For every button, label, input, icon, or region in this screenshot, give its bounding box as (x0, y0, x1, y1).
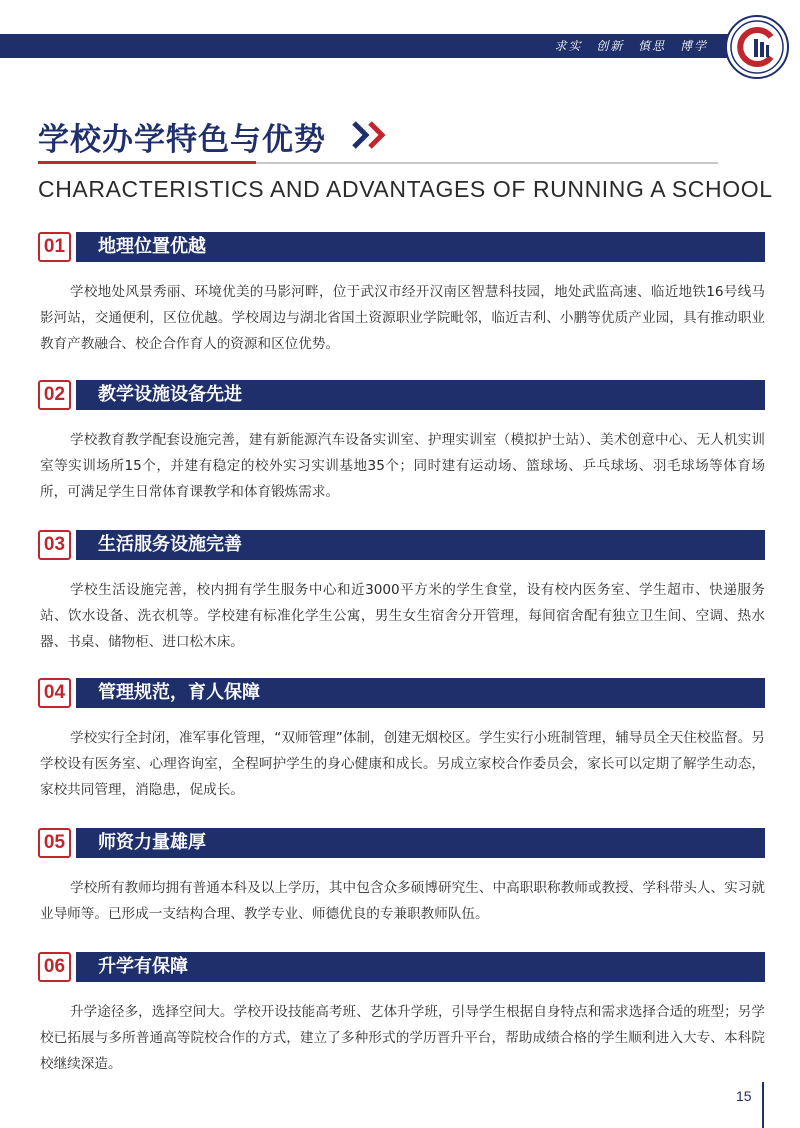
section-title-bar (76, 828, 765, 858)
section-header (38, 380, 765, 410)
section-title: 地理位置优越 (98, 236, 206, 257)
page-number: 15 (736, 1088, 752, 1104)
section-title-bar (76, 232, 765, 262)
section-title: 教学设施设备先进 (98, 384, 242, 405)
section-number: 02 (38, 380, 71, 410)
emblem-graphic-icon (727, 17, 787, 77)
section-header (38, 678, 765, 708)
double-chevron-icon (350, 120, 394, 154)
section-number: 06 (38, 952, 71, 982)
section-title: 师资力量雄厚 (98, 832, 206, 853)
section-title-bar (76, 678, 765, 708)
section-number: 05 (38, 828, 71, 858)
section-title-bar (76, 530, 765, 560)
section-management (38, 678, 765, 803)
section-living-services (38, 530, 765, 655)
section-geographic-location (38, 232, 765, 357)
section-header (38, 952, 765, 982)
section-body: 学校地处风景秀丽、环境优美的马影河畔，位于武汉市经开汉南区智慧科技园，地处武监高速、临近地铁16号线马影河站，交通便利，区位优越。学校周边与湖北省国土资源职业学院毗邻，临近吉利、小鹏等优质产业园，具有推动职业教育产教融合、校企合作育人的资源和区位优势。 (40, 284, 765, 352)
section-number: 04 (38, 678, 71, 708)
section-body: 升学途径多，选择空间大。学校开设技能高考班、艺体升学班，引导学生根据自身特点和需求选择合适的班型；另学校已拓展与多所普通高等院校合作的方式，建立了多种形式的学历晋升平台，帮助成绩合格的学生顺利进入大专、本科院校继续深造。 (40, 1004, 765, 1072)
section-title: 管理规范，育人保障 (98, 682, 260, 703)
school-emblem-logo (725, 15, 789, 79)
section-teaching-staff (38, 828, 765, 927)
page-title: 学校办学特色与优势 (38, 122, 326, 158)
section-body: 学校教育教学配套设施完善，建有新能源汽车设备实训室、护理实训室（模拟护士站）、美术创意中心、无人机实训室等实训场所15个，并建有稳定的校外实习实训基地35个；同时建有运动场、篮球场、乒乓球场、羽毛球场等体育场所，可满足学生日常体育课教学和体育锻炼需求。 (40, 432, 765, 500)
section-title: 升学有保障 (98, 956, 188, 977)
section-number: 03 (38, 530, 71, 560)
title-accent-divider (38, 161, 256, 164)
section-header (38, 232, 765, 262)
section-title: 生活服务设施完善 (98, 534, 242, 555)
page-number-divider (762, 1082, 764, 1128)
section-header (38, 530, 765, 560)
section-title-bar (76, 380, 765, 410)
section-further-education (38, 952, 765, 1077)
section-number: 01 (38, 232, 71, 262)
section-body: 学校实行全封闭，准军事化管理，“双师管理”体制，创建无烟校区。学生实行小班制管理，辅导员全天住校监督。另学校设有医务室、心理咨询室，全程呵护学生的身心健康和成长。另成立家校合作委员会，家长可以定期了解学生动态，家校共同管理，消隐患，促成长。 (40, 730, 765, 798)
section-header (38, 828, 765, 858)
section-title-bar (76, 952, 765, 982)
section-body: 学校所有教师均拥有普通本科及以上学历，其中包含众多硕博研究生、中高职职称教师或教授、学科带头人、实习就业导师等。已形成一支结构合理、教学专业、师德优良的专兼职教师队伍。 (40, 880, 765, 922)
school-motto: 求实 创新 慎思 博学 (554, 39, 708, 53)
page-subtitle: CHARACTERISTICS AND ADVANTAGES OF RUNNING A SCHOOL (38, 176, 773, 202)
section-teaching-facilities (38, 380, 765, 505)
section-body: 学校生活设施完善，校内拥有学生服务中心和近3000平方米的学生食堂，设有校内医务室、学生超市、快递服务站、饮水设备、洗衣机等。学校建有标准化学生公寓，男生女生宿舍分开管理，每间宿舍配有独立卫生间、空调、热水器、书桌、储物柜、进口松木床。 (40, 582, 765, 650)
